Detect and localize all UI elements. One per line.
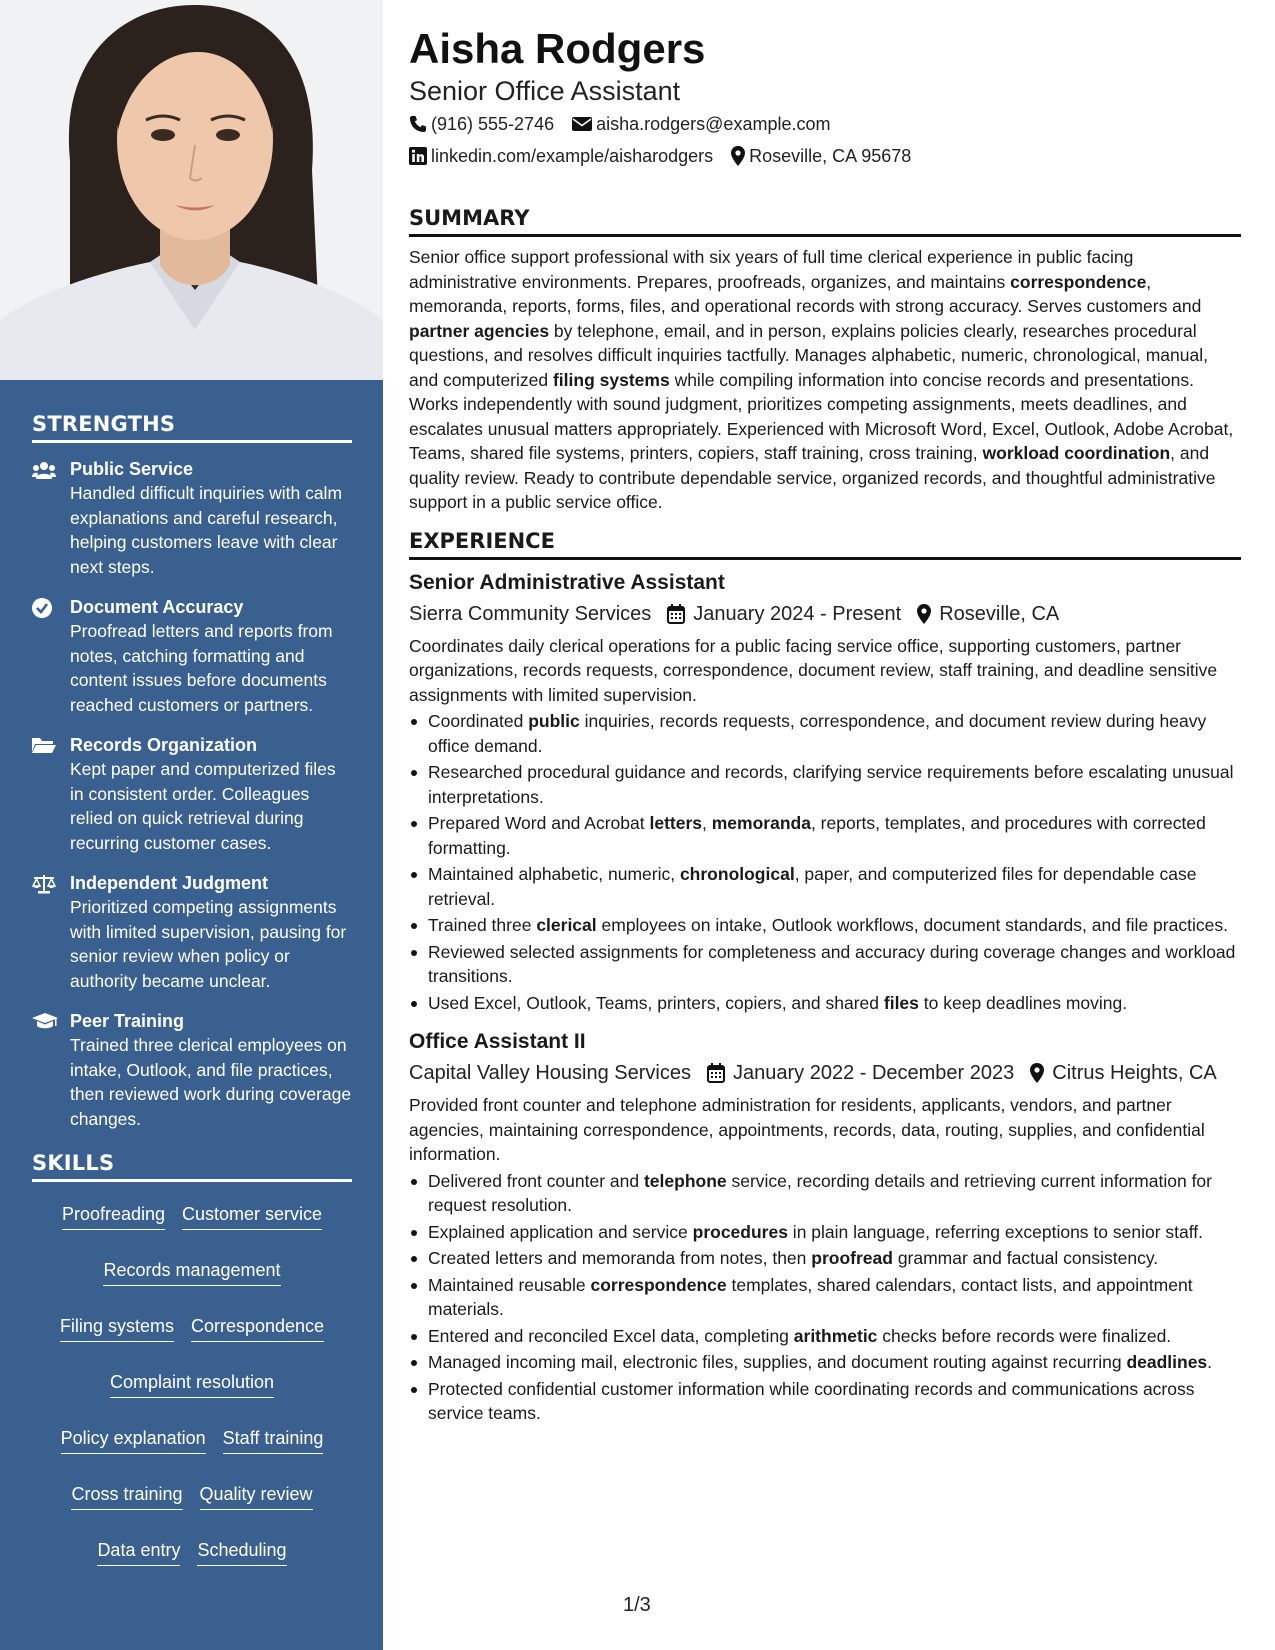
main-column — [409, 22, 1241, 1438]
contact-row — [409, 108, 1241, 140]
calendar-icon — [707, 1063, 725, 1083]
bold-keyword: partner agencies — [409, 320, 550, 341]
map-pin-icon — [917, 604, 931, 624]
skill-tag: Customer service — [182, 1202, 322, 1230]
strength-title: Peer Training — [70, 1011, 185, 1031]
bold-keyword: proofread — [811, 1248, 893, 1268]
job-meta — [409, 1057, 1241, 1089]
bold-keyword: workload coordination — [982, 443, 1171, 463]
contact-phone[interactable] — [409, 108, 554, 140]
bold-keyword: arithmetic — [793, 1325, 878, 1346]
job-location — [917, 598, 1059, 630]
bullet-item: Reviewed selected assignments for completeness and accuracy during coverage changes and workload transitions. — [409, 940, 1241, 989]
candidate-title: Senior Office Assistant — [409, 76, 681, 106]
contact-email[interactable] — [572, 108, 830, 140]
strength-title: Document Accuracy — [70, 597, 244, 617]
experience-section — [409, 529, 1241, 1426]
job-company: Capital Valley Housing Services — [409, 1062, 691, 1084]
map-pin-icon — [731, 146, 745, 166]
summary-heading: SUMMARY — [409, 206, 1241, 237]
job-entry — [409, 568, 1241, 1016]
contact-location — [731, 140, 911, 172]
job-dates — [667, 598, 901, 630]
page-number: 1/3 — [623, 1594, 651, 1616]
skill-tag: Policy explanation — [61, 1426, 206, 1454]
job-title: Senior Administrative Assistant — [409, 570, 725, 594]
bold-keyword: deadlines — [1126, 1352, 1208, 1372]
strength-title: Independent Judgment — [70, 873, 268, 893]
linkedin-text: linkedin.com/example/aisharodgers — [431, 146, 714, 166]
sidebar-content — [32, 412, 352, 1566]
job-bullets — [409, 709, 1241, 1015]
job-description: Coordinates daily clerical operations for a public facing service office, supporting customers, partner organizations, records requests, correspondence, document review, staff training, and deadline sensitive assignments with limited supervision. — [409, 635, 1218, 705]
bold-keyword: files — [883, 992, 919, 1013]
location-text: Citrus Heights, CA — [1052, 1062, 1217, 1084]
calendar-icon — [667, 604, 685, 624]
skill-tag: Correspondence — [191, 1314, 324, 1342]
bold-keyword: letters — [649, 813, 703, 833]
job-dates — [707, 1057, 1014, 1089]
location-text: Roseville, CA 95678 — [749, 146, 912, 166]
bullet-item: Prepared Word and Acrobat letters, memoranda, reports, templates, and procedures with corrected formatting. — [409, 811, 1241, 860]
scale-icon — [32, 871, 70, 993]
profile-photo — [0, 0, 383, 380]
job-meta — [409, 598, 1241, 630]
bullet-item: Protected confidential customer information while coordinating records and communications across service teams. — [409, 1377, 1241, 1426]
contact-row — [409, 140, 1241, 172]
skill-tag: Filing systems — [60, 1314, 174, 1342]
skill-tag: Cross training — [71, 1482, 182, 1510]
bullet-item: Delivered front counter and telephone service, recording details and retrieving current information for request resolution. — [409, 1169, 1241, 1218]
skill-tag: Records management — [103, 1258, 280, 1286]
summary-text: Senior office support professional with six years of full time clerical experience in public facing administrative environments. Prepares, proofreads, organizes, and maintains correspondence, memoranda, reports, forms, files, and operational records with strong accuracy. Serves customers and partner agencies by telephone, email, and in person, explains policies clearly, researches procedural questions, and resolves difficult inquiries tactfully. Manages alphabetic, numeric, chronological, manual, and computerized filing systems while compiling information into concise records and presentations. Works independently with sound judgment, prioritizes competing assignments, meets deadlines, and escalates unusual matters appropriately. Experienced with Microsoft Word, Excel, Outlook, Adobe Acrobat, Teams, shared file systems, printers, copiers, staff training, cross training, workload coordination, and quality review. Ready to contribute dependable service, organized records, and thoughtful administrative support in a public service office. — [409, 247, 1234, 512]
job-location — [1030, 1057, 1217, 1089]
candidate-name: Aisha Rodgers — [409, 25, 706, 72]
bullet-item: Used Excel, Outlook, Teams, printers, copiers, and shared files to keep deadlines moving. — [409, 991, 1241, 1016]
bold-keyword: procedures — [692, 1221, 788, 1242]
strength-text: Trained three clerical employees on intake, Outlook, and file practices, then reviewed work during coverage changes. — [70, 1035, 352, 1129]
bold-keyword: chronological — [679, 864, 795, 884]
strength-item — [32, 871, 352, 993]
email-text: aisha.rodgers@example.com — [596, 114, 831, 134]
bullet-item: Explained application and service procedures in plain language, referring exceptions to senior staff. — [409, 1220, 1241, 1245]
folder-open-icon — [32, 733, 70, 855]
strengths-heading: STRENGTHS — [32, 412, 352, 443]
job-company: Sierra Community Services — [409, 602, 652, 625]
job-entry — [409, 1027, 1241, 1426]
graduation-cap-icon — [32, 1009, 70, 1131]
bullet-item: Entered and reconciled Excel data, completing arithmetic checks before records were finalized. — [409, 1324, 1241, 1349]
bullet-item: Researched procedural guidance and records, clarifying service requirements before escalating unusual interpretations. — [409, 760, 1241, 809]
bullet-item: Maintained alphabetic, numeric, chronological, paper, and computerized files for dependable case retrieval. — [409, 862, 1241, 911]
skills-heading: SKILLS — [32, 1151, 352, 1182]
contact-linkedin[interactable] — [409, 140, 713, 172]
strength-item — [32, 457, 352, 579]
experience-heading: EXPERIENCE — [409, 529, 1241, 560]
envelope-icon — [572, 116, 592, 132]
bullet-item: Created letters and memoranda from notes, then proofread grammar and factual consistency. — [409, 1246, 1241, 1271]
strength-item — [32, 733, 352, 855]
job-description: Provided front counter and telephone administration for residents, applicants, vendors, and partner agencies, maintaining correspondence, appointments, records, data, routing, supplies, and confidential information. — [409, 1095, 1205, 1164]
bold-keyword: public — [528, 711, 580, 731]
strength-text: Kept paper and computerized files in consistent order. Colleagues relied on quick retrieval during recurring customer cases. — [70, 759, 336, 853]
strength-text: Proofread letters and reports from notes, catching formatting and content issues before documents reached customers or partners. — [70, 621, 333, 715]
skill-tag: Proofreading — [62, 1202, 165, 1230]
summary-section — [409, 206, 1241, 515]
skills-list — [32, 1202, 352, 1566]
portrait-image — [0, 0, 383, 380]
bullet-item: Coordinated public inquiries, records requests, correspondence, and document review during heavy office demand. — [409, 709, 1241, 758]
skill-tag: Complaint resolution — [110, 1370, 274, 1398]
phone-text: (916) 555-2746 — [431, 114, 555, 134]
strength-text: Handled difficult inquiries with calm explanations and careful research, helping customers leave with clear next steps. — [70, 483, 343, 577]
bold-keyword: clerical — [536, 915, 597, 935]
bullet-item: Managed incoming mail, electronic files, supplies, and document routing against recurring deadlines. — [409, 1350, 1241, 1375]
bullet-item: Maintained reusable correspondence templates, shared calendars, contact lists, and appointment materials. — [409, 1273, 1241, 1322]
map-pin-icon — [1030, 1063, 1044, 1083]
strength-item — [32, 1009, 352, 1131]
bold-keyword: telephone — [643, 1170, 727, 1191]
sidebar — [0, 0, 383, 1650]
bold-keyword: memoranda — [711, 813, 811, 833]
strength-item — [32, 595, 352, 717]
strength-text: Prioritized competing assignments with limited supervision, pausing for senior review when policy or authority became unclear. — [70, 897, 347, 991]
users-icon — [32, 457, 70, 579]
linkedin-icon — [409, 147, 427, 165]
bold-keyword: filing systems — [552, 369, 670, 390]
phone-icon — [409, 115, 427, 133]
check-circle-icon — [32, 595, 70, 717]
bullet-item: Trained three clerical employees on intake, Outlook workflows, document standards, and file practices. — [409, 913, 1241, 938]
dates-text: January 2022 - December 2023 — [732, 1062, 1015, 1084]
skill-tag: Scheduling — [197, 1538, 286, 1566]
bold-keyword: correspondence — [1010, 271, 1147, 292]
location-text: Roseville, CA — [939, 602, 1060, 625]
skill-tag: Staff training — [223, 1426, 324, 1454]
skill-tag: Data entry — [97, 1538, 180, 1566]
strength-title: Public Service — [70, 459, 194, 479]
job-bullets — [409, 1169, 1241, 1426]
skill-tag: Quality review — [200, 1482, 313, 1510]
strength-title: Records Organization — [70, 735, 258, 755]
bold-keyword: correspondence — [590, 1274, 727, 1295]
dates-text: January 2024 - Present — [693, 602, 902, 625]
job-title: Office Assistant II — [409, 1030, 586, 1053]
